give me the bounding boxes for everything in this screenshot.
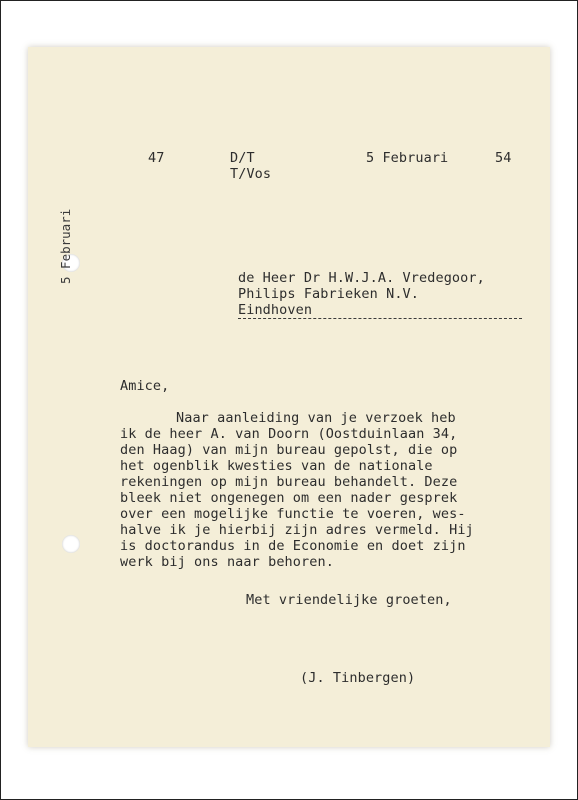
recipient-company: Philips Fabrieken N.V. [238, 286, 420, 302]
recipient-city: Eindhoven [238, 302, 313, 318]
recipient-name: de Heer Dr H.W.J.A. Vredegoor, [238, 270, 485, 286]
body-line: bleek niet ongenegen om een nader gesprek [120, 490, 458, 506]
punch-hole-bottom [62, 535, 80, 553]
signature: (J. Tinbergen) [300, 670, 416, 686]
body-line: over een mogelijke functie te voeren, wes- [120, 506, 466, 522]
body-line: werk bij ons naar behoren. [120, 554, 334, 570]
letter-number: 47 [148, 150, 165, 166]
reference-code: D/T [230, 150, 255, 166]
address-underline [238, 318, 522, 319]
body-line: den Haag) van mijn bureau gepolst, die op [120, 442, 458, 458]
body-line: het ogenblik kwesties van de nationale [120, 458, 433, 474]
salutation: Amice, [120, 378, 170, 394]
body-line: rekeningen op mijn bureau behandelt. Deze [120, 474, 458, 490]
body-line: Naar aanleiding van je verzoek heb [176, 410, 456, 426]
reference-code-2: T/Vos [230, 166, 272, 182]
letter-page [28, 47, 550, 747]
closing: Met vriendelijke groeten, [246, 592, 452, 608]
body-line: is doctorandus in de Economie en doet zijn [120, 538, 466, 554]
letter-date: 5 Februari [366, 150, 449, 166]
letter-year: 54 [495, 150, 512, 166]
margin-date-note: 5 Februari [58, 208, 73, 284]
body-line: halve ik je hierbij zijn adres vermeld. Hij [120, 522, 474, 538]
body-line: ik de heer A. van Doorn (Oostduinlaan 34, [120, 426, 458, 442]
